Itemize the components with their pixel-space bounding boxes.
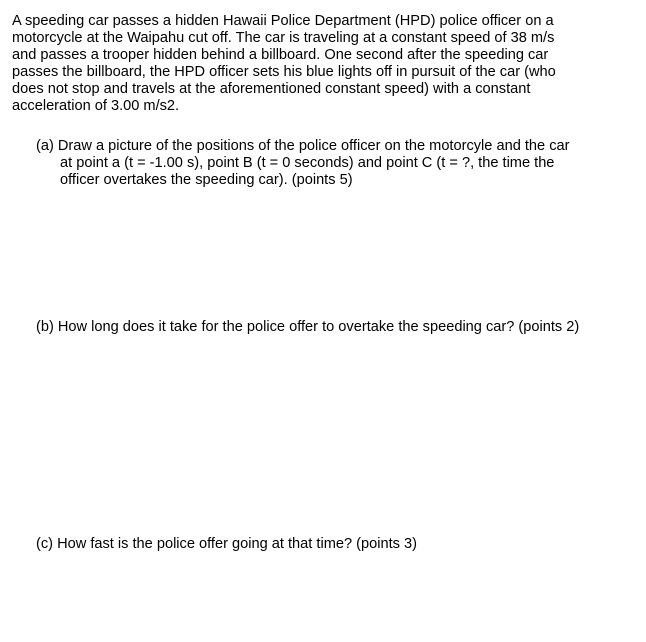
question-a: [36, 138, 636, 189]
problem-line: does not stop and travels at the aforementioned constant speed) with a constant: [12, 81, 531, 97]
problem-line: A speeding car passes a hidden Hawaii Police Department (HPD) police officer on a: [12, 13, 554, 29]
problem-line: acceleration of 3.00 m/s2.: [12, 98, 180, 114]
question-b: [36, 319, 636, 336]
question-c-line: (c) How fast is the police offer going at that time? (points 3): [36, 536, 417, 552]
problem-statement: [12, 13, 637, 115]
question-c: [36, 536, 636, 553]
question-a-line: officer overtakes the speeding car). (points 5): [60, 172, 353, 188]
question-a-line: (a) Draw a picture of the positions of the police officer on the motorcyle and the car: [36, 138, 570, 154]
problem-line: motorcycle at the Waipahu cut off. The car is traveling at a constant speed of 38 m/s: [12, 30, 555, 46]
problem-line: and passes a trooper hidden behind a billboard. One second after the speeding car: [12, 47, 549, 63]
question-b-line: (b) How long does it take for the police offer to overtake the speeding car? (points 2): [36, 319, 580, 335]
question-a-line: at point a (t = -1.00 s), point B (t = 0 seconds) and point C (t = ?, the time the: [60, 155, 555, 171]
problem-line: passes the billboard, the HPD officer sets his blue lights off in pursuit of the car (who: [12, 64, 556, 80]
